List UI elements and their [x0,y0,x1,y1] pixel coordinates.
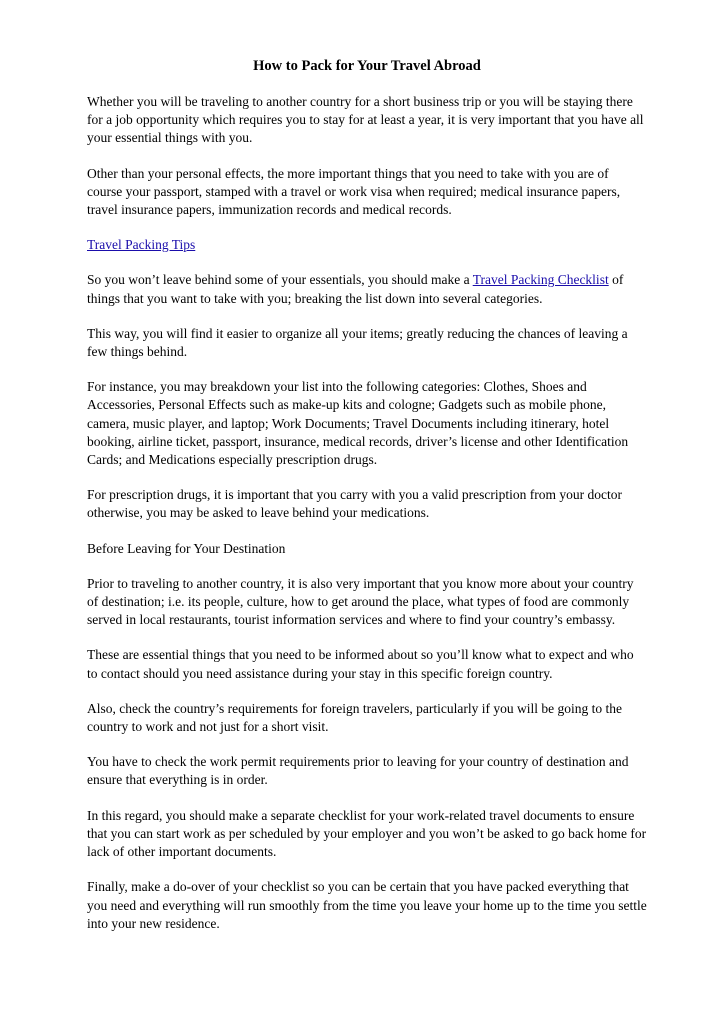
paragraph-destination: Prior to traveling to another country, it is also very important that you know more about your country of destination; i.e. its people, culture, how to get around the place, what types of food are commonly served in local restaurants, tourist information services and where to find your country’s embassy. [87,575,634,628]
paragraph-categories: For instance, you may breakdown your list into the following categories: Clothes, Shoes and Accessories, Personal Effects such as make-up kits and cologne; Gadgets such as mobile phone, camera, music player, and laptop; Work Documents; Travel Documents including itinerary, hotel booking, airline ticket, passport, insurance, medical records, driver’s license and other Identification Cards; and Medications especially prescription drugs. [87,379,629,468]
travel-packing-checklist-link[interactable]: Travel Packing Checklist [472,272,609,288]
section-subheading: Before Leaving for Your Destination [87,540,286,556]
paragraph-checklist [87,271,647,307]
paragraph-checklist-after: of things that you want to take with you; breaking the list down into several categories. [87,272,624,306]
paragraph-organize: This way, you will find it easier to organize all your items; greatly reducing the chances of leaving a few things behind. [87,325,628,360]
paragraph-work-documents: In this regard, you should make a separate checklist for your work-related travel documents to ensure that you can start work as per scheduled by your employer and you won’t be asked to go back home for lack of other important documents. [87,807,647,860]
travel-packing-tips-link[interactable]: Travel Packing Tips [87,237,196,253]
paragraph-checklist-before: So you won’t leave behind some of your essentials, you should make a [87,272,473,288]
paragraph-final: Finally, make a do-over of your checklist so you can be certain that you have packed everything that you need and everything will run smoothly from the time you leave your home up to the time you settle into your new residence. [87,879,647,931]
paragraph-requirements: Also, check the country’s requirements for foreign travelers, particularly if you will be going to the country to work and not just for a short visit. [87,700,622,735]
paragraph-intro: Whether you will be traveling to another country for a short business trip or you will be staying there for a job opportunity which requires you to stay for at least a year, it is very important that you have all your essential things with you. [87,94,644,146]
paragraph-informed: These are essential things that you need to be informed about so you’ll know what to expect and who to contact should you need assistance during your stay in this specific foreign country. [87,647,634,681]
paragraph-work-permit: You have to check the work permit requirements prior to leaving for your country of destination and ensure that everything is in order. [87,754,629,788]
paragraph-prescription: For prescription drugs, it is important that you carry with you a valid prescription from your doctor otherwise, you may be asked to leave behind your medications. [87,487,623,521]
document-title: How to Pack for Your Travel Abroad [253,58,481,74]
paragraph-essentials: Other than your personal effects, the more important things that you need to take with you are of course your passport, stamped with a travel or work visa when required; medical insurance papers, travel insurance papers, immunization records and medical records. [87,165,621,218]
document-page [87,56,647,950]
travel-packing-tips-paragraph [87,236,647,254]
